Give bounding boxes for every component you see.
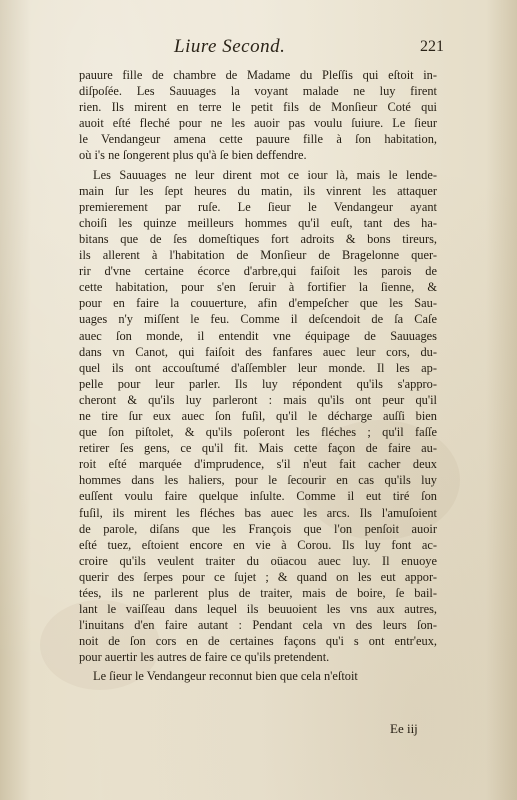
text-line: croire qu'ils veulent traiter du oüacou auec luy. Il enuoye <box>79 553 437 568</box>
text-line: tées, ils ne parlerent plus de traiter, mais de boire, ſe bail- <box>79 586 437 600</box>
running-head-title: Liure Second. <box>174 36 286 57</box>
paragraph <box>79 167 437 666</box>
text-line: premierement par ruſe. Le ſieur le Vendangeur ayant <box>79 199 437 214</box>
text-line: noit de ſon cors en de certaines façons qu'i s ont entr'eux, <box>79 634 437 649</box>
page-number: 221 <box>420 38 444 55</box>
text-line: lant le vaiſſeau dans lequel ils beuuoient les vns aux autres, <box>79 602 437 617</box>
text-line: diſpoſée. Les Sauuages la voyant malade ne luy firent <box>79 84 437 99</box>
text-line: pour auertir les autres de faire ce qu'ils pretendent. <box>79 650 330 665</box>
text-line: Le ſieur le Vendangeur reconnut bien que cela n'eſtoit <box>93 669 358 684</box>
text-line: querir des ſerpes pour ce ſujet ; & quand on les eut appor- <box>79 569 437 584</box>
text-line: choiſi les quinze meilleurs hommes qu'il euſt, tant des ha- <box>79 215 437 230</box>
text-line: uages n'y miſſent le feu. Comme il deſcendoit de ſa Caſe <box>79 312 437 327</box>
text-line: roit eſté marquée d'imprudence, s'il n'eut fait cacher deux <box>79 457 437 472</box>
text-line: auec ſon monde, il entendit vne équipage de Sauuages <box>79 328 437 343</box>
text-line: cette habitation, pour s'en ſeruir à fortifier la ſienne, & <box>79 280 437 295</box>
text-line: rien. Ils mirent en terre le petit fils de Monſieur Coté qui <box>79 100 437 115</box>
text-line: que ſon piſtolet, & qu'ils poſeront les fléches ; qu'il faſſe <box>79 425 437 440</box>
signature-mark: Ee iij <box>390 721 418 736</box>
text-line: retirer ſes gens, ce qu'il fit. Mais cette façon de faire au- <box>79 441 437 456</box>
text-line: Les Sauuages ne leur dirent mot ce iour là, mais le lende- <box>93 167 437 182</box>
text-line: fuſil, ils mirent les fléches bas auec les arcs. Ils l'amuſoient <box>79 505 437 520</box>
paragraph <box>79 67 437 164</box>
text-line: pelle pour leur parler. Ils luy répondent qu'ils s'appro- <box>79 376 437 391</box>
text-line: l'inuitans d'en faire autant : Pendant cela vn des leurs ſon- <box>79 618 437 633</box>
text-line: où i's ne ſongerent plus qu'à ſe bien deffendre. <box>79 148 307 163</box>
text-line: cheront & qu'ils luy parleront : mais qu'ils ont peur qu'il <box>79 392 437 407</box>
paragraph <box>79 668 437 684</box>
text-line: le Vendangeur amena cette pauure fille à ſon habitation, <box>79 132 437 147</box>
text-line: pauure fille de chambre de Madame du Pleſſis qui eſtoit in- <box>79 68 437 82</box>
text-line: pour en faire la couuerture, afin d'empeſcher que les Sau- <box>79 296 437 311</box>
text-line: ils allerent à l'habitation de Monſieur de Bragelonne quer- <box>79 248 437 263</box>
running-head <box>0 36 517 60</box>
text-line: de parole, diſans que les François que l'on penſoit auoir <box>79 521 437 536</box>
text-line: auoit eſté fleché pour ne les auoir pas voulu ſuiure. Le ſieur <box>79 116 437 131</box>
text-line: hommes dans les haliers, pour le ſecourir en cas qu'ils luy <box>79 473 437 488</box>
text-line: dans vn Canot, qui faiſoit des fanfares auec leur cors, du- <box>79 344 437 359</box>
text-line: bitans que de ſes domeſtiques fort adroits & bons tireurs, <box>79 231 437 246</box>
text-line: eſté tuez, eſtoient encore en vie à Corou. Ils luy font ac- <box>79 537 437 552</box>
text-line: rir d'vne certaine écorce d'arbre,qui faiſoit les parois de <box>79 264 437 279</box>
text-line: ne tire ſur eux auec ſon fuſil, qu'il le décharge auſſi bien <box>79 408 437 423</box>
text-line: main ſur les ſept heures du matin, ils vinrent les attaquer <box>79 183 437 198</box>
text-line: euſſent voulu faire quelque inſulte. Comme il eut tiré ſon <box>79 489 437 504</box>
text-line: quel ils ont accouſtumé d'aſſembler leur monde. Il les ap- <box>79 360 437 375</box>
body-text <box>79 67 437 685</box>
